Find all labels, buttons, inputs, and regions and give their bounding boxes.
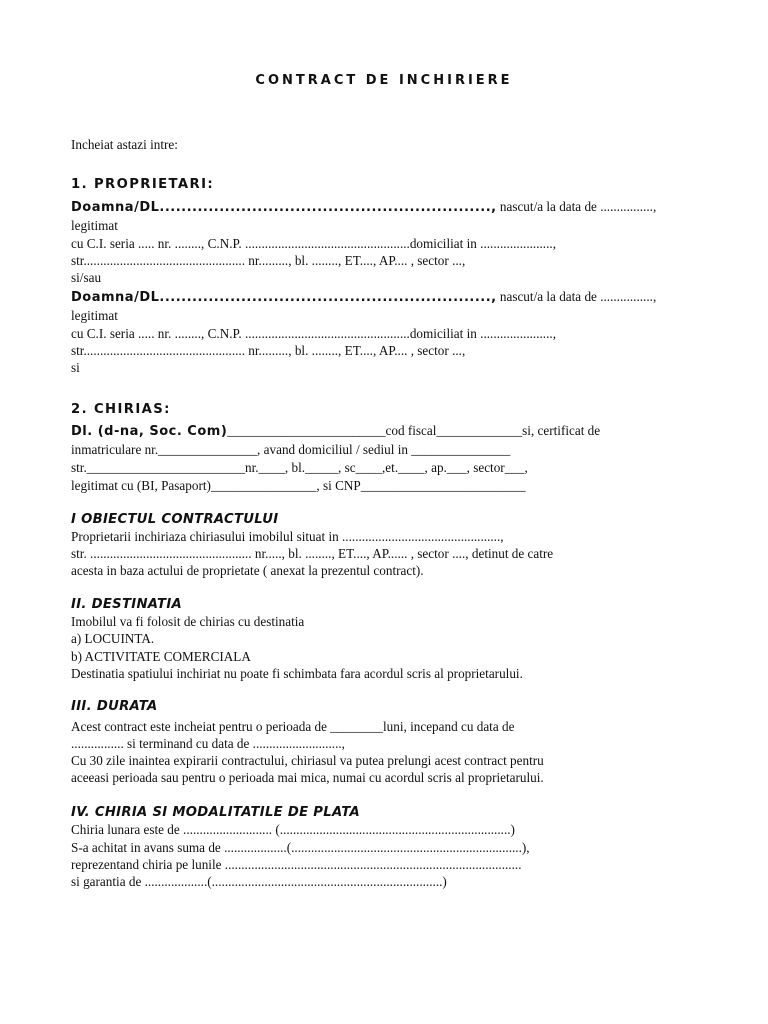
- owner-conjunction-1: si/sau: [71, 270, 102, 285]
- durata-line-1: Acest contract este incheiat pentru o perioada de ________luni, incepand cu data de: [71, 719, 515, 734]
- tenant-fiscal-code: ________________________cod fiscal_____________si, certificat de: [227, 423, 601, 438]
- chiria-line-1: Chiria lunara este de ........................... (......................................................................): [71, 822, 515, 837]
- owner-line-3: cu C.I. seria ..... nr. ........, C.N.P. ..................................................domiciliat in ......................,: [71, 236, 556, 251]
- durata-line-2: ................ si terminand cu data de ...........................,: [71, 736, 345, 751]
- tenant-line-4: legitimat cu (BI, Pasaport)________________, si CNP_________________________: [71, 478, 526, 493]
- section-heading-chiria: IV. CHIRIA SI MODALITATILE DE PLATA: [71, 805, 360, 820]
- owner2-label: Doamna/DL.............................................................,: [71, 290, 497, 305]
- destinatia-option-b: b) ACTIVITATE COMERCIALA: [71, 649, 251, 664]
- durata-line-4: aceeasi perioada sau pentru o perioada mai mica, numai cu acordul scris al proprietarului.: [71, 770, 544, 785]
- owner-conjunction-2: si: [71, 360, 80, 375]
- owner-birth-date: nascut/a la data de ................,: [496, 199, 657, 214]
- section-heading-obiect: I OBIECTUL CONTRACTULUI: [71, 512, 279, 527]
- owner-line-1: [71, 198, 656, 216]
- owner2-line-3: cu C.I. seria ..... nr. ........, C.N.P. ..................................................domiciliat in ......................,: [71, 326, 556, 341]
- tenant-label: Dl. (d-na, Soc. Com): [71, 424, 228, 439]
- owner-line-2: legitimat: [71, 218, 118, 233]
- section-heading-durata: III. DURATA: [71, 699, 158, 714]
- durata-line-3: Cu 30 zile inaintea expirarii contractului, chiriasul va putea prelungi acest contract pentru: [71, 753, 544, 768]
- document-title: CONTRACT DE INCHIRIERE: [255, 73, 513, 88]
- owner2-line-4: str................................................. nr........., bl. ........, ET...., AP.... , sector ...,: [71, 343, 466, 358]
- owner2-line-2: legitimat: [71, 308, 118, 323]
- owner2-line-1: [71, 288, 656, 306]
- section-heading-chirias: 2. CHIRIAS:: [71, 402, 171, 417]
- owner2-birth-date: nascut/a la data de ................,: [496, 289, 657, 304]
- obiect-line-1: Proprietarii inchiriaza chiriasului imobilul situat in ................................................,: [71, 529, 504, 544]
- tenant-line-2: inmatriculare nr._______________, avand domiciliul / sediul in _______________: [71, 442, 511, 457]
- owner-label: Doamna/DL.............................................................,: [71, 200, 497, 215]
- tenant-line-3: str.________________________nr.____, bl._____, sc____,et.____, ap.___, sector___,: [71, 460, 528, 475]
- chiria-line-2: S-a achitat in avans suma de ...................(......................................................................),: [71, 840, 530, 855]
- obiect-line-2: str. ................................................. nr....., bl. ........, ET...., AP...... , sector ...., detinut de catre: [71, 546, 554, 561]
- intro-text: Incheiat astazi intre:: [71, 137, 178, 152]
- destinatia-line-4: Destinatia spatiului inchiriat nu poate fi schimbata fara acordul scris al proprietarului.: [71, 666, 523, 681]
- destinatia-line-1: Imobilul va fi folosit de chirias cu destinatia: [71, 614, 305, 629]
- chiria-line-3: reprezentand chiria pe lunile ..........................................................................................: [71, 857, 522, 872]
- section-heading-destinatia: II. DESTINATIA: [71, 597, 183, 612]
- section-heading-proprietari: 1. PROPRIETARI:: [71, 177, 215, 192]
- obiect-line-3: acesta in baza actului de proprietate ( anexat la prezentul contract).: [71, 563, 424, 578]
- tenant-line-1: [71, 422, 600, 440]
- chiria-line-4: si garantia de ...................(......................................................................): [71, 874, 447, 889]
- destinatia-option-a: a) LOCUINTA.: [71, 631, 155, 646]
- owner-line-4: str................................................. nr........., bl. ........, ET...., AP.... , sector ...,: [71, 253, 466, 268]
